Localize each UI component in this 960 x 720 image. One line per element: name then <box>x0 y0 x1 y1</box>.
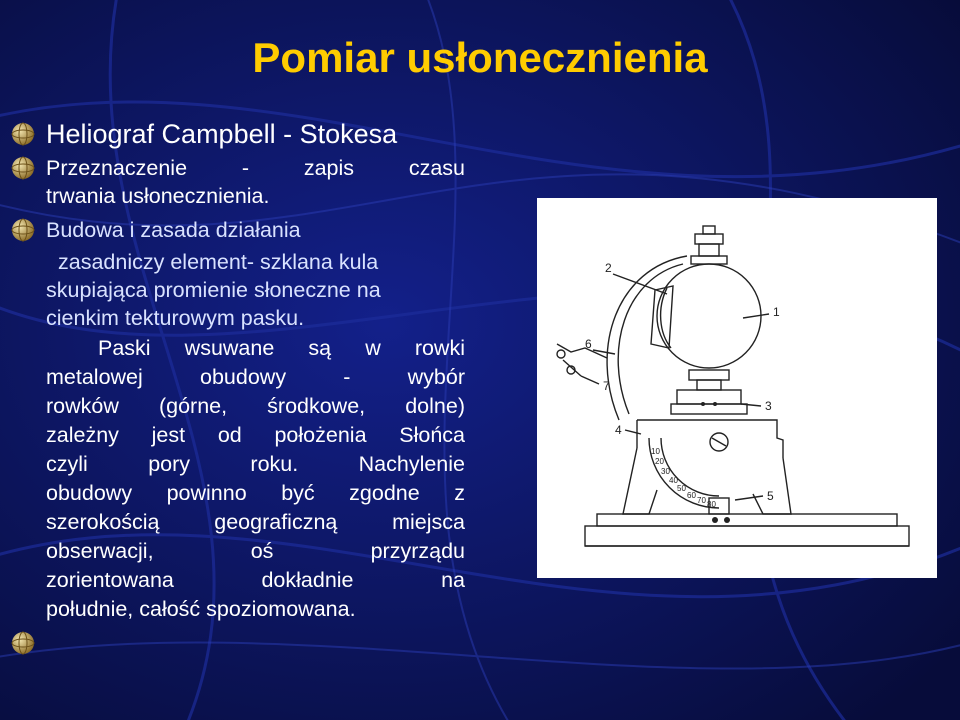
paragraph-line: metalowej obudowy - wybór <box>46 365 465 389</box>
scale-label: 30 <box>661 467 670 476</box>
slide-content <box>10 118 465 656</box>
bullet-sphere-icon <box>10 217 36 243</box>
bullet-sphere-icon <box>10 155 36 181</box>
scale-label: 50 <box>677 484 686 493</box>
bullet-text-line: Przeznaczenie - zapis czasu <box>46 156 465 180</box>
scale-label: 20 <box>655 457 664 466</box>
figure-label: 1 <box>773 305 780 319</box>
paragraph-line: obserwacji, oś przyrządu <box>46 539 465 563</box>
figure-label: 7 <box>603 379 610 393</box>
scale-label: 80 <box>707 500 716 509</box>
paragraph-line: skupiająca promienie słoneczne na <box>46 278 381 302</box>
scale-label: 70 <box>697 496 706 505</box>
description-paragraph-2 <box>10 334 465 624</box>
bullet-item-heliograph <box>10 118 465 150</box>
paragraph-line: zorientowana dokładnie na <box>46 568 465 592</box>
paragraph-line: zasadniczy element- szklana kula <box>58 250 379 274</box>
bullet-text-line: trwania usłonecznienia. <box>46 184 270 208</box>
figure-label: 2 <box>605 261 612 275</box>
paragraph-line: zależny jest od położenia Słońca <box>46 423 465 447</box>
paragraph-line: obudowy powinno być zgodne z <box>46 481 465 505</box>
description-paragraph-1 <box>10 248 465 332</box>
bullet-item-purpose <box>10 154 465 210</box>
slide-title: Pomiar usłonecznienia <box>252 34 708 81</box>
figure-label: 6 <box>585 337 592 351</box>
bullet-text: Budowa i zasada działania <box>46 218 301 242</box>
paragraph-line: południe, całość spoziomowana. <box>46 597 356 621</box>
bullet-sphere-icon <box>10 121 36 147</box>
figure-label: 4 <box>615 423 622 437</box>
bullet-sphere-icon <box>10 630 36 656</box>
scale-label: 60 <box>687 491 696 500</box>
paragraph-line: czyli pory roku. Nachylenie <box>46 452 465 476</box>
scale-label: 10 <box>651 447 660 456</box>
paragraph-line: cienkim tekturowym pasku. <box>46 306 305 330</box>
figure-label: 5 <box>767 489 774 503</box>
heliograph-drawing <box>537 198 937 578</box>
paragraph-line: szerokością geograficzną miejsca <box>46 510 465 534</box>
figure-label: 3 <box>765 399 772 413</box>
bullet-item-empty <box>10 628 465 656</box>
paragraph-line: rowków (górne, środkowe, dolne) <box>46 394 465 418</box>
scale-label: 40 <box>669 476 678 485</box>
bullet-item-construction <box>10 216 465 244</box>
bullet-text: Heliograf Campbell - Stokesa <box>46 119 398 149</box>
heliograph-figure <box>537 198 937 578</box>
paragraph-line: Paski wsuwane są w rowki <box>98 336 465 360</box>
